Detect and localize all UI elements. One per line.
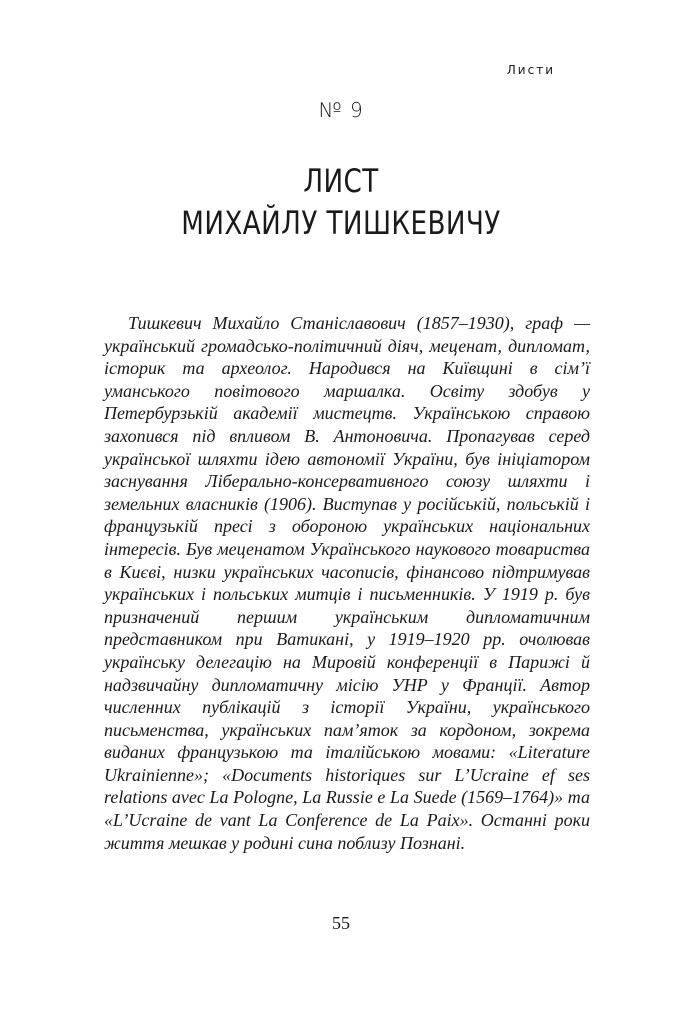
running-head: Листи <box>506 63 555 77</box>
title-line-1: ЛИСТ <box>303 162 379 200</box>
document-number: № 9 <box>318 98 364 122</box>
annotation-text <box>104 312 590 854</box>
document-title <box>61 160 620 244</box>
title-line-2: МИХАЙЛУ ТИШКЕВИЧУ <box>181 204 501 242</box>
annotation-paragraph: Тишкевич Михайло Станіславович (1857–1930), граф — український громадсько-політичний діяч, меценат, дипломат, історик та археолог. Народився на Київщині в сім’ї уманського повітового маршалка. Освіту здобув у Петербурзькій академії мистецтв. Українською справою захопився під впливом В. Антоновича. Пропагував серед української шляхти ідею автономії України, був ініціатором заснування Ліберально-консервативного союзу шляхти і земельних власників (1906). Виступав у російській, польській і французькій пресі з обороною українських національних інтересів. Був меценатом Українського наукового товариства в Києві, низки українських часописів, фінансово підтримував українських і польських митців і письменників. У 1919 р. був призначений першим українським дипломатичним представником при Ватикані, у 1919–1920 рр. очолював українську делегацію на Мировій конференції в Парижі й надзвичайну дипломатичну місію УНР у Франції. Автор численних публікацій з історії України, українського письменства, українських пам’яток за кордоном, зокрема виданих французькою та італійською мовами: «Literature Ukrainienne»; «Documents historiques sur L’Ucraine ef ses relations avec La Pologne, La Russie e La Suede (1569–1764)» та «L’Ucraine de vant La Conference de La Paix». Останні роки життя мешкав у родині сина поблизу Познані. <box>104 313 590 853</box>
page-number: 55 <box>332 913 350 933</box>
